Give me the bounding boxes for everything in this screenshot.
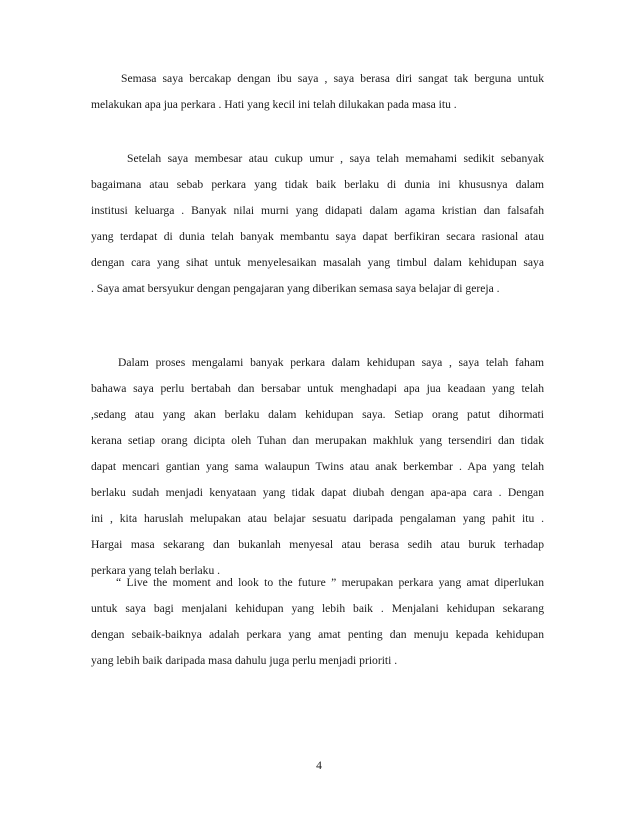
paragraph-line: bagaimana atau sebab perkara yang tidak baik berlaku di dunia ini khususnya dalam <box>91 178 544 191</box>
paragraph-line: untuk saya bagi menjalani kehidupan yang lebih baik . Menjalani kehidupan sekarang <box>91 602 544 615</box>
paragraph-line: dapat mencari gantian yang sama walaupun Twins atau anak berkembar . Apa yang telah <box>91 460 544 473</box>
paragraph-line: Hargai masa sekarang dan bukanlah menyesal atau berasa sedih atau buruk terhadap <box>91 538 544 551</box>
paragraph-line: Dalam proses mengalami banyak perkara dalam kehidupan saya , saya telah faham <box>118 356 544 369</box>
paragraph-line: dengan sebaik-baiknya adalah perkara yang amat penting dan menuju kepada kehidupan <box>91 628 544 641</box>
paragraph-line: bahawa saya perlu bertabah dan bersabar untuk menghadapi apa jua keadaan yang telah <box>91 382 544 395</box>
paragraph-line: melakukan apa jua perkara . Hati yang kecil ini telah dilukakan pada masa itu . <box>91 98 457 111</box>
paragraph-line: perkara yang telah berlaku . <box>91 564 221 577</box>
paragraph-line: institusi keluarga . Banyak nilai murni yang didapati dalam agama kristian dan falsafah <box>91 204 544 217</box>
paragraph-4 <box>91 570 544 674</box>
paragraph-1 <box>91 66 544 118</box>
paragraph-2 <box>91 146 544 302</box>
paragraph-line: kerana setiap orang dicipta oleh Tuhan dan merupakan makhluk yang tersendiri dan tidak <box>91 434 544 447</box>
paragraph-line: yang lebih baik daripada masa dahulu juga perlu menjadi prioriti . <box>91 654 398 667</box>
paragraph-line: “ Live the moment and look to the future ” merupakan perkara yang amat diperlukan <box>116 576 544 589</box>
paragraph-line: berlaku sudah menjadi kenyataan yang tidak dapat diubah dengan apa-apa cara . Dengan <box>91 486 544 499</box>
page-number: 4 <box>316 759 322 772</box>
paragraph-line: . Saya amat bersyukur dengan pengajaran yang diberikan semasa saya belajar di gereja . <box>91 282 500 295</box>
paragraph-line: Semasa saya bercakap dengan ibu saya , saya berasa diri sangat tak berguna untuk <box>121 72 544 85</box>
paragraph-line: ,sedang atau yang akan berlaku dalam kehidupan saya. Setiap orang patut dihormati <box>91 408 544 421</box>
paragraph-line: dengan cara yang sihat untuk menyelesaikan masalah yang timbul dalam kehidupan saya <box>91 256 544 269</box>
paragraph-line: yang terdapat di dunia telah banyak membantu saya dapat berfikiran secara rasional atau <box>91 230 544 243</box>
paragraph-3 <box>91 350 544 584</box>
paragraph-line: Setelah saya membesar atau cukup umur , saya telah memahami sedikit sebanyak <box>127 152 544 165</box>
paragraph-line: ini , kita haruslah melupakan atau belajar sesuatu daripada pengalaman yang pahit itu . <box>91 512 544 525</box>
